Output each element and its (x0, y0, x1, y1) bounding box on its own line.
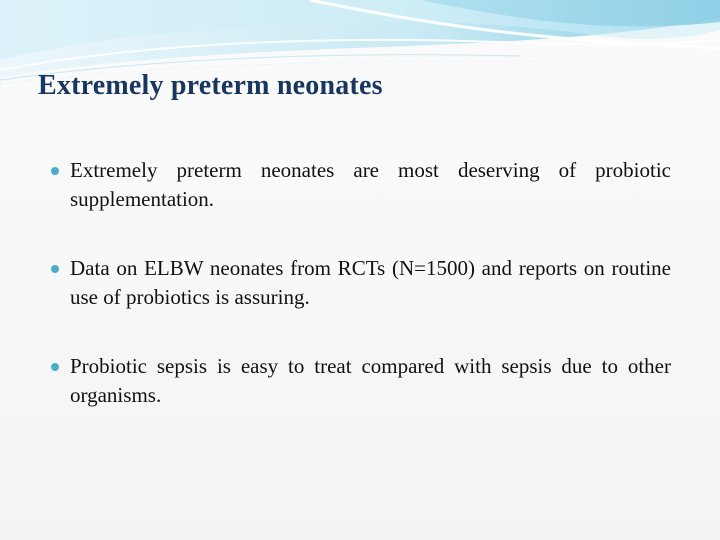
bullet-item-2 (0, 254, 720, 312)
bullet-dot-icon (51, 167, 59, 175)
bullet-item-1 (0, 156, 720, 214)
slide-title: Extremely preterm neonates (38, 70, 383, 101)
bullet-item-3 (0, 352, 720, 410)
bullet-list (0, 156, 720, 450)
bullet-text-3: Probiotic sepsis is easy to treat compared with sepsis due to other organisms. (70, 354, 671, 407)
bullet-dot-icon (51, 265, 59, 273)
bullet-text-1: Extremely preterm neonates are most deserving of probiotic supplementation. (70, 158, 671, 211)
bullet-text-2: Data on ELBW neonates from RCTs (N=1500) and reports on routine use of probiotics is assuring. (70, 256, 671, 309)
bullet-dot-icon (51, 363, 59, 371)
